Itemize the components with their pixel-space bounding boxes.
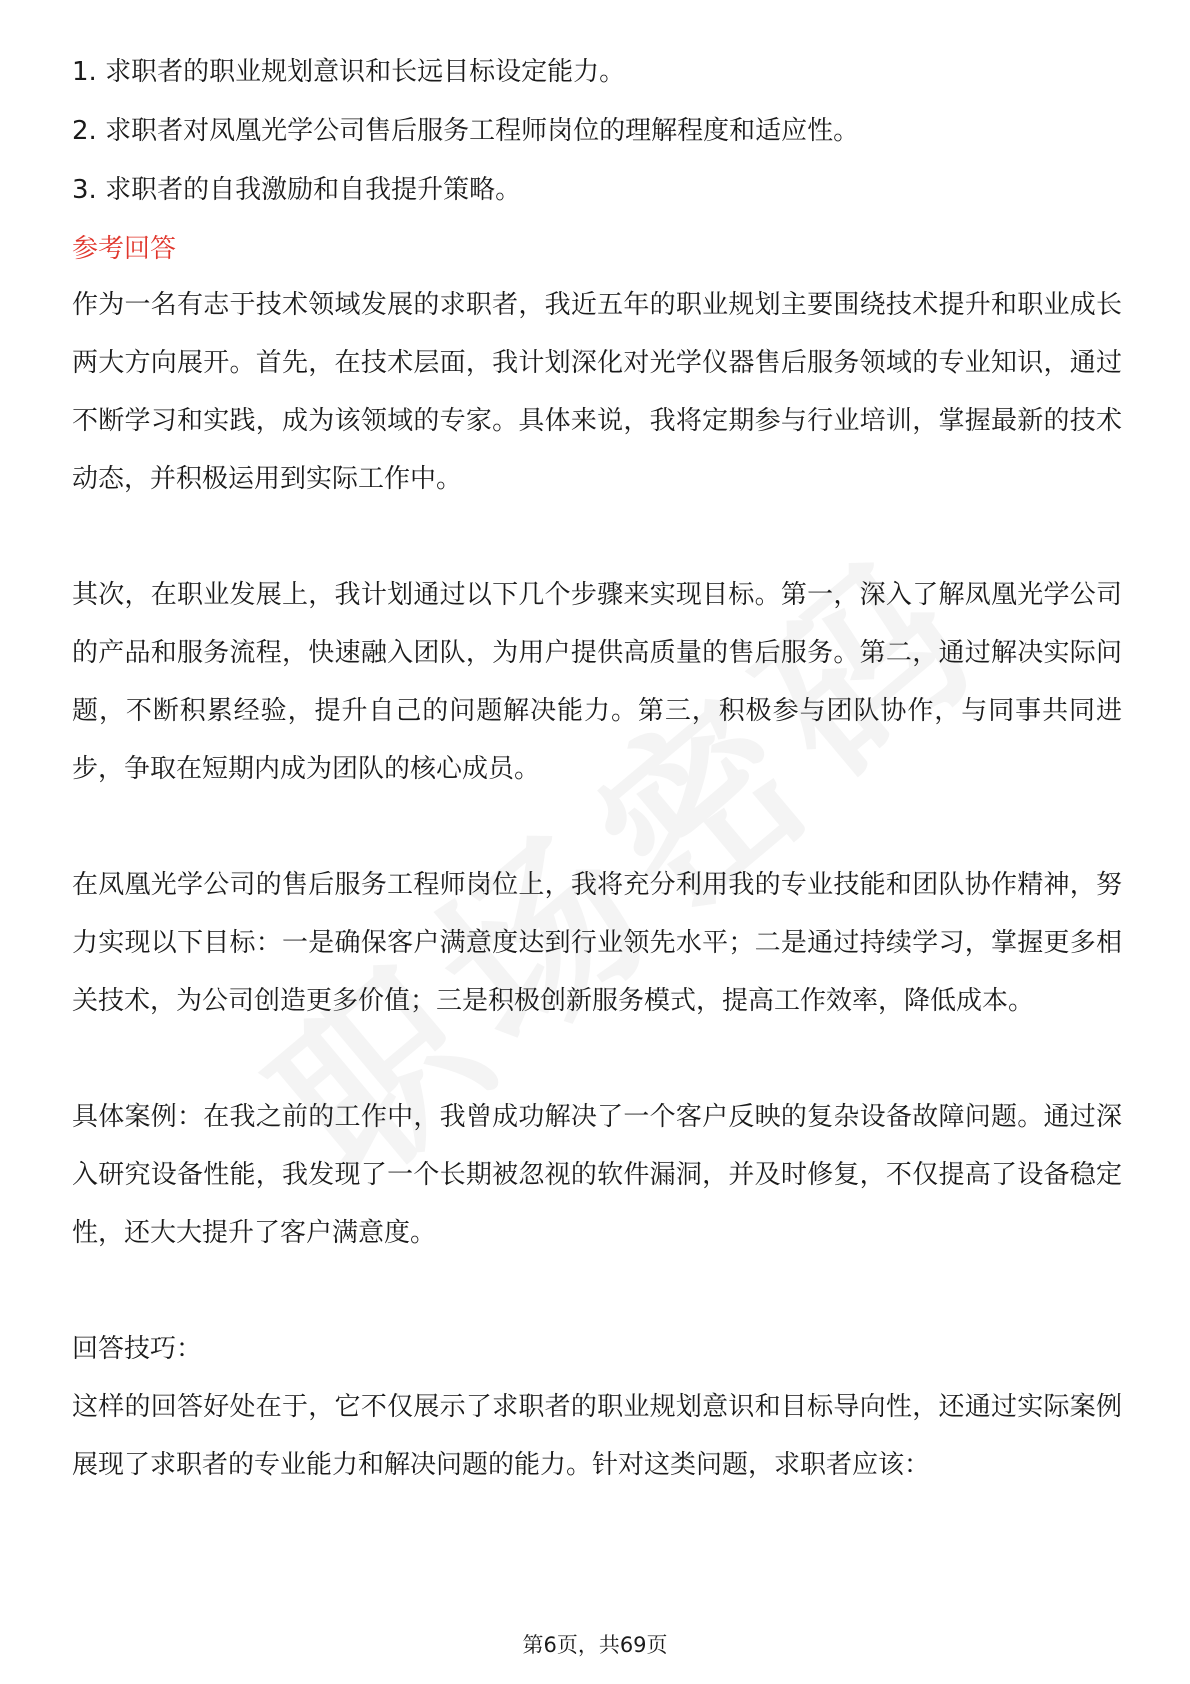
tips-label: 回答技巧： (72, 1334, 203, 1364)
answer-paragraph-3: 在凤凰光学公司的售后服务工程师岗位上，我将充分利用我的专业技能和团队协作精神，努力实现以下目标：一是确保客户满意度达到行业领先水平；二是通过持续学习，掌握更多相关技术，为公司创造更多价值；三是积极创新服务模式，提高工作效率，降低成本。 (72, 870, 1122, 1016)
page-content (72, 52, 1122, 1494)
answer-paragraph-4: 具体案例：在我之前的工作中，我曾成功解决了一个客户反映的复杂设备故障问题。通过深入研究设备性能，我发现了一个长期被忽视的软件漏洞，并及时修复，不仅提高了设备稳定性，还大大提升了客户满意度。 (72, 1102, 1122, 1248)
answer-paragraph-2: 其次，在职业发展上，我计划通过以下几个步骤来实现目标。第一，深入了解凤凰光学公司的产品和服务流程，快速融入团队，为用户提供高质量的售后服务。第二，通过解决实际问题，不断积累经验，提升自己的问题解决能力。第三，积极参与团队协作，与同事共同进步，争取在短期内成为团队的核心成员。 (72, 580, 1122, 784)
question-item-1: 1. 求职者的职业规划意识和长远目标设定能力。 (72, 57, 626, 87)
question-item-2: 2. 求职者对凤凰光学公司售后服务工程师岗位的理解程度和适应性。 (72, 116, 860, 146)
answer-paragraph-1: 作为一名有志于技术领域发展的求职者，我近五年的职业规划主要围绕技术提升和职业成长两大方向展开。首先，在技术层面，我计划深化对光学仪器售后服务领域的专业知识，通过不断学习和实践，成为该领域的专家。具体来说，我将定期参与行业培训，掌握最新的技术动态，并积极运用到实际工作中。 (72, 290, 1122, 494)
question-item-3: 3. 求职者的自我激励和自我提升策略。 (72, 175, 522, 205)
tips-paragraph: 这样的回答好处在于，它不仅展示了求职者的职业规划意识和目标导向性，还通过实际案例展现了求职者的专业能力和解决问题的能力。针对这类问题，求职者应该： (72, 1392, 1122, 1480)
question-list (72, 52, 1122, 210)
page-number: 第6页，共69页 (522, 1633, 668, 1657)
answer-heading: 参考回答 (72, 234, 177, 264)
